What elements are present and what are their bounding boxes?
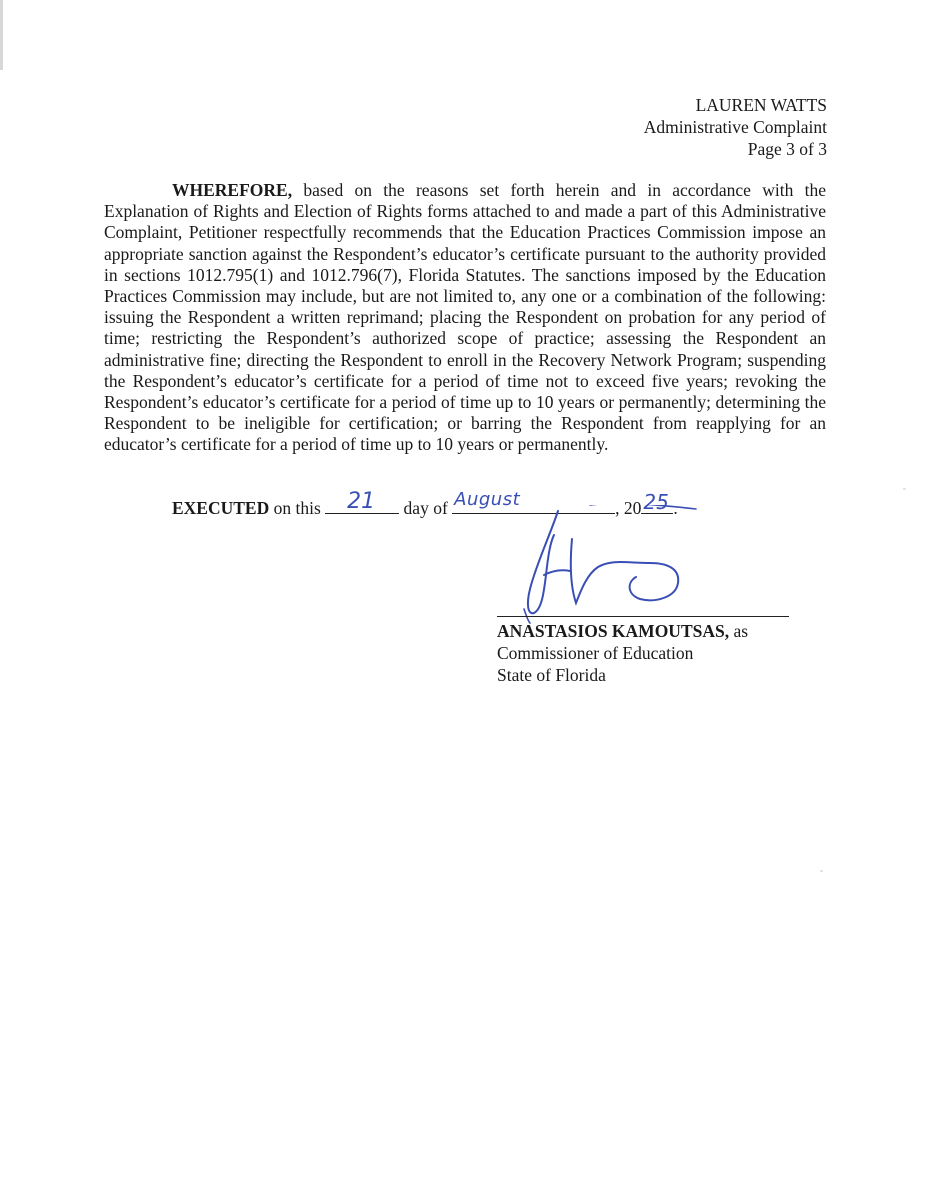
scan-speck — [820, 870, 823, 872]
wherefore-paragraph — [104, 180, 826, 456]
executed-lead: EXECUTED — [172, 498, 270, 518]
month-handwritten: August — [454, 489, 521, 510]
day-handwritten: 21 — [347, 489, 376, 514]
wherefore-text: based on the reasons set forth herein and in accordance with the Explanation of Rights and Election of Rights forms attached to and made a part of this Administrative Complaint, Petitioner respectfully recommends that the Education Practices Commission impose an appropriate sanction against the Respondent’s educator’s certificate pursuant to the authority provided in sections 1012.795(1) and 1012.796(7), Florida Statutes. The sanctions imposed by the Education Practices Commission may include, but are not limited to, any one or a combination of the following: issuing the Respondent a written reprimand; placing the Respondent on probation for any period of time; restricting the Respondent’s authorized scope of practice; assessing the Respondent an administrative fine; directing the Respondent to enroll in the Recovery Network Program; suspending the Respondent’s educator’s certificate for a period of time not to exceed five years; revoking the Respondent’s educator’s certificate for a period of time up to 10 years or permanently; determining the Respondent to be ineligible for certification; or barring the Respondent from reapplying for an educator’s certificate for a period of time up to 10 years or permanently. — [104, 180, 826, 455]
executed-on-this: on this — [269, 498, 326, 518]
signer-state: State of Florida — [497, 665, 606, 685]
signer-as: as — [729, 621, 749, 641]
page-header — [644, 94, 827, 160]
executed-year-prefix: , 20 — [615, 498, 642, 518]
signer-title: Commissioner of Education — [497, 643, 694, 663]
signer-name-line — [497, 620, 748, 642]
executed-end: . — [673, 498, 678, 518]
document-type: Administrative Complaint — [643, 117, 827, 137]
scan-speck — [903, 488, 906, 490]
scan-edge-mark — [0, 0, 3, 70]
year-handwritten: 25 — [643, 490, 669, 514]
page-number: Page 3 of 3 — [747, 139, 827, 159]
wherefore-lead: WHEREFORE, — [172, 180, 293, 200]
respondent-name: LAUREN WATTS — [695, 95, 827, 115]
signature-line — [497, 616, 789, 617]
signer-block — [497, 620, 748, 686]
day-blank — [325, 489, 399, 514]
handwritten-signature — [500, 505, 710, 625]
executed-day-of: day of — [399, 498, 453, 518]
signer-name: ANASTASIOS KAMOUTSAS, — [497, 621, 730, 641]
